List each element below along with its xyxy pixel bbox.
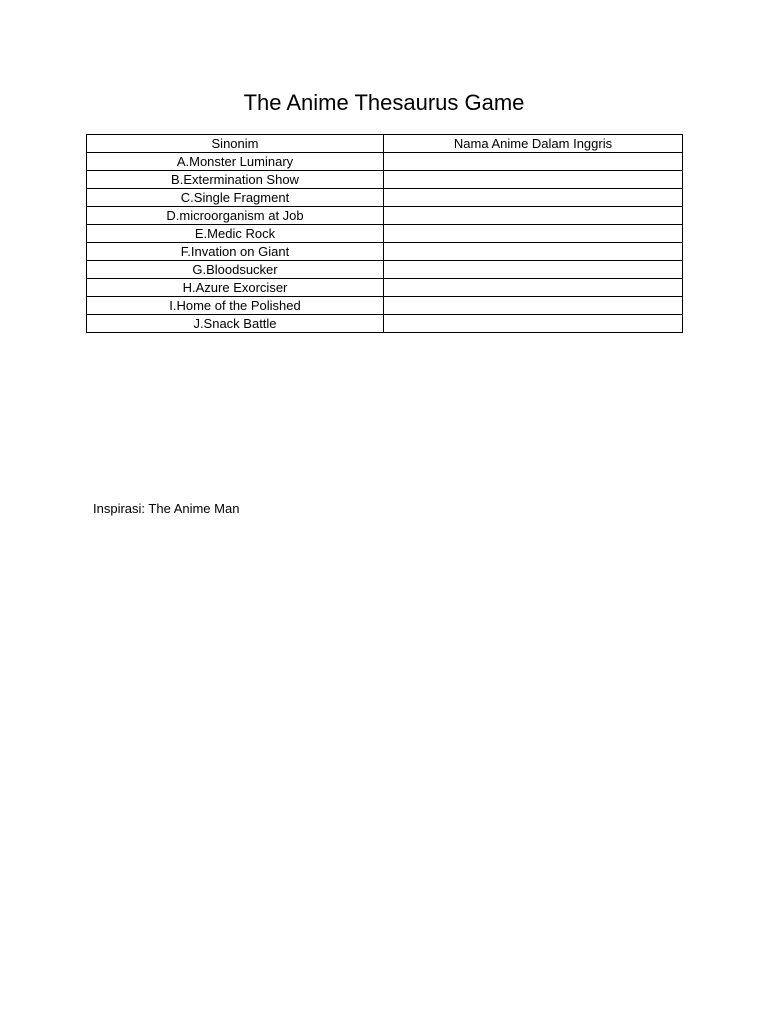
document-title: The Anime Thesaurus Game: [243, 90, 525, 115]
header-sinonim: Sinonim: [87, 135, 384, 153]
header-nama-anime: Nama Anime Dalam Inggris: [384, 135, 683, 153]
synonym-cell: A.Monster Luminary: [87, 153, 384, 171]
table-row: [87, 171, 683, 189]
answer-cell[interactable]: [384, 189, 683, 207]
synonym-cell: G.Bloodsucker: [87, 261, 384, 279]
synonym-cell: C.Single Fragment: [87, 189, 384, 207]
table-row: [87, 243, 683, 261]
answer-cell[interactable]: [384, 171, 683, 189]
answer-cell[interactable]: [384, 297, 683, 315]
answer-cell[interactable]: [384, 279, 683, 297]
table-row: [87, 279, 683, 297]
table-header-row: [87, 135, 683, 153]
thesaurus-table: [86, 134, 683, 333]
synonym-cell: I.Home of the Polished: [87, 297, 384, 315]
table-row: [87, 207, 683, 225]
table-row: [87, 225, 683, 243]
table-row: [87, 297, 683, 315]
credit-text: Inspirasi: The Anime Man: [93, 501, 240, 516]
table-row: [87, 261, 683, 279]
table-row: [87, 153, 683, 171]
synonym-cell: B.Extermination Show: [87, 171, 384, 189]
synonym-cell: E.Medic Rock: [87, 225, 384, 243]
synonym-cell: J.Snack Battle: [87, 315, 384, 333]
table-row: [87, 189, 683, 207]
synonym-cell: H.Azure Exorciser: [87, 279, 384, 297]
answer-cell[interactable]: [384, 243, 683, 261]
synonym-cell: D.microorganism at Job: [87, 207, 384, 225]
answer-cell[interactable]: [384, 153, 683, 171]
answer-cell[interactable]: [384, 315, 683, 333]
answer-cell[interactable]: [384, 261, 683, 279]
synonym-cell: F.Invation on Giant: [87, 243, 384, 261]
answer-cell[interactable]: [384, 207, 683, 225]
table-row: [87, 315, 683, 333]
answer-cell[interactable]: [384, 225, 683, 243]
